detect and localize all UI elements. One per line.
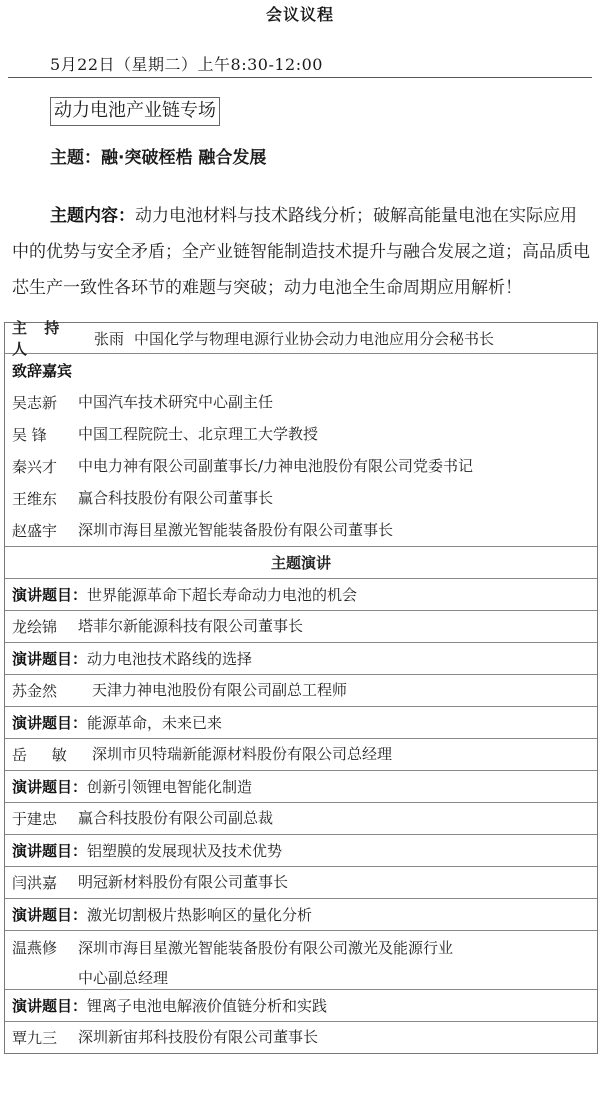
talk-topic: 能源革命，未来已来 bbox=[87, 714, 223, 732]
talk-speaker-row bbox=[5, 1021, 597, 1053]
speaker-name: 龙绘锦 bbox=[12, 618, 58, 636]
host-title: 中国化学与物理电源行业协会动力电池应用分会秘书长 bbox=[134, 329, 495, 348]
speaker-title: 明冠新材料股份有限公司董事长 bbox=[78, 873, 289, 891]
host-label: 主 持 人 bbox=[12, 319, 66, 358]
talk-speaker-row bbox=[5, 610, 597, 642]
guest-name: 吴志新 bbox=[12, 393, 58, 412]
guest-name: 赵盛宇 bbox=[12, 521, 58, 540]
theme-content bbox=[12, 198, 592, 306]
talk-topic-row bbox=[5, 578, 597, 610]
speaker-name: 岳 敏 bbox=[12, 746, 77, 764]
speaker-title: 深圳市海目星激光智能装备股份有限公司激光及能源行业中心副总经理 bbox=[78, 939, 454, 987]
guest-title: 中国汽车技术研究中心副主任 bbox=[78, 392, 274, 411]
talk-topic: 激光切割极片热影响区的量化分析 bbox=[87, 906, 313, 924]
guest-name: 王维东 bbox=[12, 489, 58, 508]
speaker-title: 赢合科技股份有限公司副总裁 bbox=[78, 809, 274, 827]
topic-label: 演讲题目： bbox=[12, 650, 88, 668]
topic-label: 演讲题目： bbox=[12, 586, 88, 604]
speaker-title: 天津力神电池股份有限公司副总工程师 bbox=[92, 681, 348, 699]
guest-title: 中国工程院院士、北京理工大学教授 bbox=[78, 424, 319, 443]
guest-row bbox=[5, 450, 597, 482]
host-row bbox=[5, 319, 597, 358]
talk-topic-row bbox=[5, 706, 597, 738]
talk-topic: 锂离子电池电解液价值链分析和实践 bbox=[87, 997, 328, 1015]
speaker-title: 深圳新宙邦科技股份有限公司董事长 bbox=[78, 1028, 319, 1046]
talk-speaker-row bbox=[5, 802, 597, 834]
theme: 主题：融·突破桎梏 融合发展 bbox=[50, 148, 267, 168]
agenda-table bbox=[4, 319, 598, 1054]
speaker-name: 覃九三 bbox=[12, 1029, 58, 1047]
topic-label: 演讲题目： bbox=[12, 997, 88, 1015]
page-title: 会议议程 bbox=[265, 5, 334, 24]
topic-label: 演讲题目： bbox=[12, 906, 88, 924]
guest-row bbox=[5, 386, 597, 418]
talk-topic-row bbox=[5, 834, 597, 866]
guests-heading-row bbox=[5, 353, 597, 386]
divider bbox=[8, 77, 592, 78]
content-text: 动力电池材料与技术路线分析；破解高能量电池在实际应用中的优势与安全矛盾；全产业链智能制造技术提升与融合发展之道；高品质电芯生产一致性各环节的难题与突破；动力电池全生命周期应用解析！ bbox=[12, 206, 590, 298]
talk-speaker-row bbox=[5, 866, 597, 898]
host-name: 张雨 bbox=[94, 329, 125, 348]
date-line: 5月22日（星期二）上午8:30-12:00 bbox=[50, 55, 323, 74]
talk-speaker-row bbox=[5, 930, 597, 989]
guest-row bbox=[5, 482, 597, 514]
guest-row bbox=[5, 514, 597, 546]
keynote-heading: 主题演讲 bbox=[270, 554, 331, 572]
keynote-heading-row bbox=[5, 546, 597, 578]
talk-topic-row bbox=[5, 642, 597, 674]
speaker-name: 闫洪嘉 bbox=[12, 874, 58, 892]
talk-topic: 世界能源革命下超长寿命动力电池的机会 bbox=[87, 586, 358, 604]
topic-label: 演讲题目： bbox=[12, 778, 88, 796]
talk-topic: 创新引领锂电智能化制造 bbox=[87, 778, 253, 796]
speaker-title: 塔菲尔新能源科技有限公司董事长 bbox=[78, 617, 304, 635]
session-name: 动力电池产业链专场 bbox=[50, 97, 220, 126]
content-label: 主题内容： bbox=[50, 206, 135, 226]
guest-title: 赢合科技股份有限公司董事长 bbox=[78, 488, 274, 507]
talk-speaker-row bbox=[5, 674, 597, 706]
topic-label: 演讲题目： bbox=[12, 714, 88, 732]
guests-heading: 致辞嘉宾 bbox=[12, 361, 73, 380]
talk-speaker-row bbox=[5, 738, 597, 770]
talk-topic-row bbox=[5, 989, 597, 1021]
guest-title: 深圳市海目星激光智能装备股份有限公司董事长 bbox=[78, 520, 394, 539]
guest-name: 秦兴才 bbox=[12, 457, 58, 476]
talk-topic: 动力电池技术路线的选择 bbox=[87, 650, 253, 668]
speaker-name: 于建忠 bbox=[12, 810, 58, 828]
topic-label: 演讲题目： bbox=[12, 842, 88, 860]
guest-title: 中电力神有限公司副董事长/力神电池股份有限公司党委书记 bbox=[78, 456, 474, 475]
talk-topic-row bbox=[5, 898, 597, 930]
talk-topic-row bbox=[5, 770, 597, 802]
speaker-title: 深圳市贝特瑞新能源材料股份有限公司总经理 bbox=[92, 745, 393, 763]
talk-topic: 铝塑膜的发展现状及技术优势 bbox=[87, 842, 283, 860]
speaker-name: 苏金然 bbox=[12, 682, 58, 700]
speaker-name: 温燕修 bbox=[12, 939, 58, 957]
guest-row bbox=[5, 418, 597, 450]
guest-name: 吴 锋 bbox=[12, 425, 47, 444]
